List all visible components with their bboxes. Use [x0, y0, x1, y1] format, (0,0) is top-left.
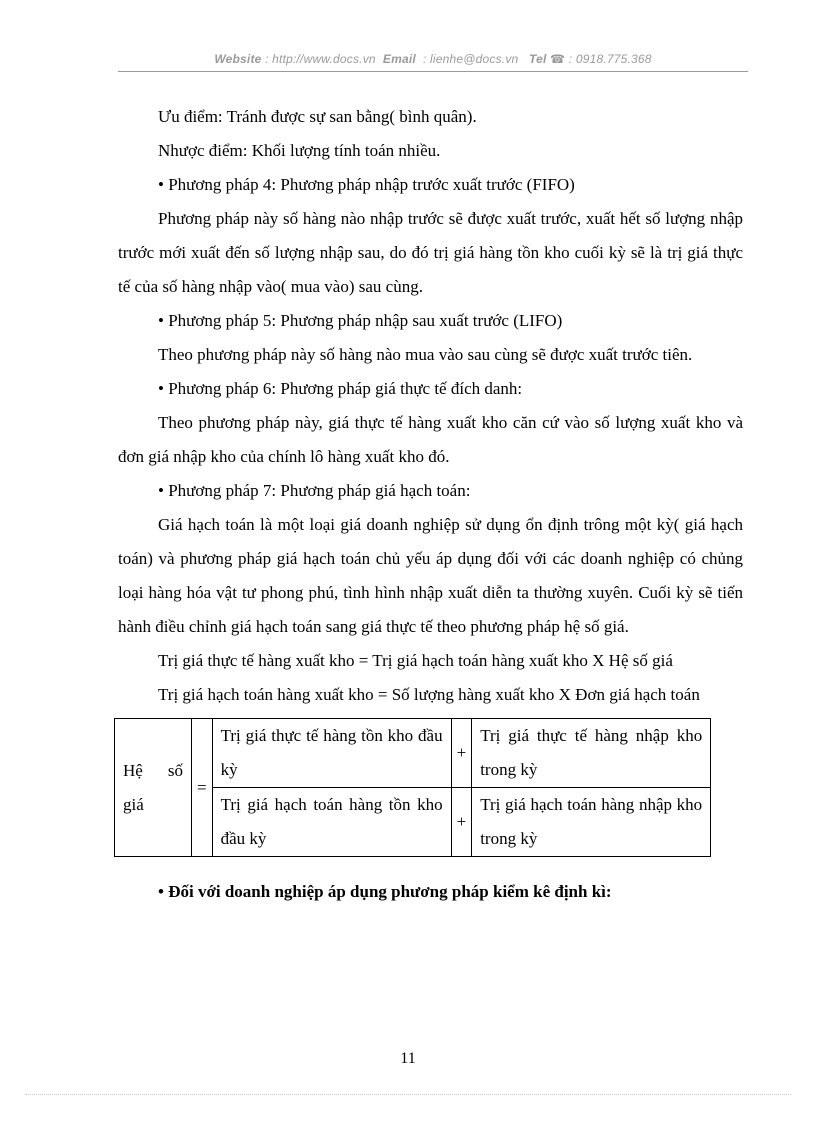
method-4-paragraph: Phương pháp này số hàng nào nhập trước sẽ được xuất trước, xuất hết số lượng nhập trước mới xuất đến số lượng nhập sau, do đó trị giá hàng tồn kho cuối kỳ sẽ là trị giá thực tế của số hàng nhập vào( mua vào) sau cùng. — [118, 209, 743, 296]
advantage-line: Ưu điểm: Tránh được sự san bằng( bình quân). — [158, 107, 477, 126]
plus-sign-bottom: + — [451, 788, 472, 857]
method-5-heading: • Phương pháp 5: Phương pháp nhập sau xuất trước (LIFO) — [158, 311, 563, 330]
method-7-heading: • Phương pháp 7: Phương pháp giá hạch toán: — [158, 481, 471, 500]
document-body — [118, 100, 743, 909]
method-5-paragraph: Theo phương pháp này số hàng nào mua vào sau cùng sẽ được xuất trước tiên. — [158, 345, 693, 364]
section-heading: • Đối với doanh nghiệp áp dụng phương pháp kiểm kê định kì: — [158, 882, 612, 901]
formula-accounting-value: Trị giá hạch toán hàng xuất kho = Số lượng hàng xuất kho X Đơn giá hạch toán — [158, 685, 700, 704]
method-4-heading: • Phương pháp 4: Phương pháp nhập trước xuất trước (FIFO) — [158, 175, 575, 194]
tel-number: : 0918.775.368 — [568, 52, 652, 66]
tel-label: Tel ☎ — [529, 52, 566, 66]
coefficient-label: Hệ số giá — [115, 719, 192, 857]
page-number: 11 — [400, 1050, 416, 1067]
plus-sign-top: + — [451, 719, 472, 788]
formula-actual-value: Trị giá thực tế hàng xuất kho = Trị giá hạch toán hàng xuất kho X Hệ số giá — [158, 651, 673, 670]
price-coefficient-table — [114, 718, 711, 857]
method-6-paragraph: Theo phương pháp này, giá thực tế hàng xuất kho căn cứ vào số lượng xuất kho và đơn giá nhập kho của chính lô hàng xuất kho đó. — [118, 413, 743, 466]
email-address[interactable]: : lienhe@docs.vn — [422, 52, 519, 66]
denominator-left: Trị giá hạch toán hàng tồn kho đầu kỳ — [212, 788, 451, 857]
equals-sign: = — [192, 719, 213, 857]
page-header — [118, 52, 748, 66]
disadvantage-line: Nhược điểm: Khối lượng tính toán nhiều. — [158, 141, 441, 160]
method-7-paragraph: Giá hạch toán là một loại giá doanh nghiệp sử dụng ổn định trông một kỳ( giá hạch toán) và phương pháp giá hạch toán chủ yếu áp dụng đối với các doanh nghiệp có chủng loại hàng hóa vật tư phong phú, tình hình nhập xuất diễn ta thường xuyên. Cuối kỳ sẽ tiến hành điều chỉnh giá hạch toán sang giá thực tế theo phương pháp hệ số giá. — [118, 515, 743, 636]
footer-divider — [25, 1094, 791, 1095]
method-6-heading: • Phương pháp 6: Phương pháp giá thực tế đích danh: — [158, 379, 523, 398]
numerator-right: Trị giá thực tế hàng nhập kho trong kỳ — [472, 719, 711, 788]
website-url[interactable]: : http://www.docs.vn — [265, 52, 376, 66]
header-divider — [118, 71, 748, 72]
denominator-right: Trị giá hạch toán hàng nhập kho trong kỳ — [472, 788, 711, 857]
website-label: Website — [214, 52, 262, 66]
numerator-left: Trị giá thực tế hàng tồn kho đầu kỳ — [212, 719, 451, 788]
email-label: Email — [382, 52, 416, 66]
